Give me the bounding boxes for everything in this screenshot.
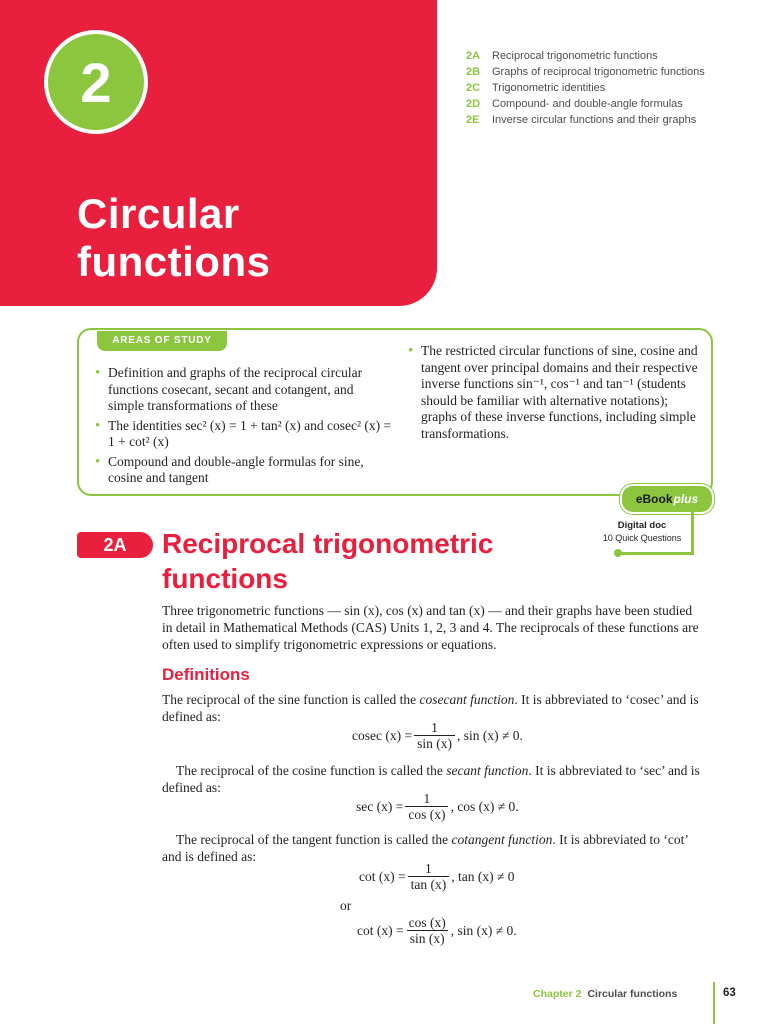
- aos-bullet: • Compound and double-angle formulas for sine, cosine and tangent: [92, 454, 392, 487]
- aos-bullet: • Definition and graphs of the reciprocal circular functions cosecant, secant and cotangent, and simple transformations of these: [92, 365, 392, 415]
- section-list-item[interactable]: [466, 81, 726, 95]
- formula-numerator: 1: [423, 791, 431, 806]
- ebook-plus-button[interactable]: [620, 484, 714, 514]
- footer-chapter-title: Circular functions: [587, 988, 678, 1000]
- formula-numerator: 1: [431, 720, 438, 735]
- definitions-heading: Definitions: [162, 665, 250, 684]
- sec-term: secant function: [446, 763, 529, 778]
- formula-lhs: sec (x) =: [356, 798, 404, 814]
- cosec-text-pre: The reciprocal of the sine function is called the: [162, 692, 420, 707]
- section-title: Inverse circular functions and their graphs: [492, 114, 697, 126]
- formula-numerator: cos (x): [408, 915, 446, 930]
- aos-bullet: • The identities sec² (x) = 1 + tan² (x) and cosec² (x) = 1 + cot² (x): [92, 418, 392, 451]
- cot-text-post: . It is abbreviated to ‘cot’ and is defined as:: [162, 832, 688, 864]
- ebook-plus-label: plus: [673, 492, 699, 506]
- aos-bullet: • The restricted circular functions of sine, cosine and tangent over principal domains and their respective inverse functions sin⁻¹, cos⁻¹ and tan⁻¹ (students should be familiar with alternative notations); graphs of these inverse functions, including simple transformations.: [405, 343, 705, 442]
- formula-denominator: cos (x): [405, 806, 448, 822]
- section-list: [466, 49, 726, 129]
- or-text: or: [340, 898, 352, 913]
- formula-fraction: [405, 791, 448, 822]
- section-code: 2E: [466, 114, 480, 126]
- section-list-item[interactable]: [466, 49, 726, 63]
- digital-doc-type: Digital doc: [617, 520, 667, 531]
- cot-formula-1: [359, 861, 515, 892]
- formula-denominator: tan (x): [408, 876, 450, 892]
- section-code: 2C: [466, 82, 481, 94]
- cosec-term: cosecant function: [419, 692, 515, 707]
- cosec-text-post: . It is abbreviated to ‘cosec’ and is defined as:: [162, 692, 699, 724]
- section-title: Graphs of reciprocal trigonometric functions: [492, 66, 705, 78]
- section-list-item[interactable]: [466, 65, 726, 79]
- section-badge: 2A: [77, 532, 153, 558]
- page-footer: [533, 988, 677, 1000]
- section-title-heading: Reciprocal trigonometric functions: [162, 528, 494, 594]
- sec-text-post: . It is abbreviated to ‘sec’ and is defined as:: [162, 763, 700, 795]
- chapter-title-line1: Circular: [77, 190, 240, 237]
- formula-condition: , sin (x) ≠ 0.: [450, 922, 517, 938]
- cot-term: cotangent function: [451, 832, 553, 847]
- formula-denominator: sin (x): [407, 930, 448, 946]
- areas-of-study-right-column: [405, 343, 705, 445]
- footer-chapter-label: Chapter 2: [533, 988, 582, 1000]
- ebook-connector-line: [691, 508, 694, 554]
- chapter-number-badge: [44, 30, 148, 134]
- ebook-connector-dot: [614, 549, 622, 557]
- formula-numerator: 1: [425, 861, 432, 876]
- section-list-item[interactable]: [466, 113, 726, 127]
- section-code: 2B: [466, 66, 481, 78]
- digital-doc-title: 10 Quick Questions: [602, 533, 682, 543]
- formula-denominator: sin (x): [414, 735, 455, 751]
- section-code: 2A: [466, 50, 481, 62]
- section-title: Reciprocal trigonometric functions: [492, 50, 658, 62]
- formula-fraction: [408, 861, 450, 892]
- cot-formula-2: [357, 915, 517, 946]
- cosec-formula: [352, 720, 523, 751]
- section-title: Trigonometric identities: [492, 82, 606, 94]
- formula-fraction: [406, 915, 449, 946]
- chapter-title: [77, 190, 270, 286]
- formula-condition: , cos (x) ≠ 0.: [450, 798, 519, 814]
- formula-lhs: cot (x) =: [359, 868, 406, 884]
- areas-of-study-left-column: [92, 365, 392, 490]
- cot-definition-paragraph: [162, 831, 702, 865]
- formula-condition: , sin (x) ≠ 0.: [456, 727, 523, 743]
- footer-divider: [713, 982, 715, 1024]
- section-title: Compound- and double-angle formulas: [492, 98, 683, 110]
- ebook-label: eBook: [635, 492, 673, 506]
- chapter-title-line2: functions: [77, 238, 271, 285]
- chapter-number: 2: [80, 50, 112, 114]
- sec-text-pre: The reciprocal of the cosine function is called the: [176, 763, 447, 778]
- formula-fraction: [414, 720, 455, 751]
- cot-text-pre: The reciprocal of the tangent function is called the: [176, 832, 452, 847]
- section-list-item[interactable]: [466, 97, 726, 111]
- formula-lhs: cosec (x) =: [352, 727, 413, 743]
- digital-doc-link[interactable]: [598, 519, 686, 544]
- ebook-connector-foot: [618, 552, 694, 555]
- formula-lhs: cot (x) =: [357, 922, 404, 938]
- formula-condition: , tan (x) ≠ 0: [451, 868, 515, 884]
- sec-formula: [356, 791, 519, 822]
- section-code: 2D: [466, 98, 481, 110]
- areas-of-study-label: AREAS OF STUDY: [97, 331, 227, 351]
- intro-paragraph: Three trigonometric functions — sin (x), cos (x) and tan (x) — and their graphs have been studied in detail in Mathematical Methods (CAS) Units 1, 2, 3 and 4. The reciprocals of these functions are often used to simplify trigonometric expressions or equations.: [162, 603, 699, 652]
- page-number: 63: [723, 987, 736, 999]
